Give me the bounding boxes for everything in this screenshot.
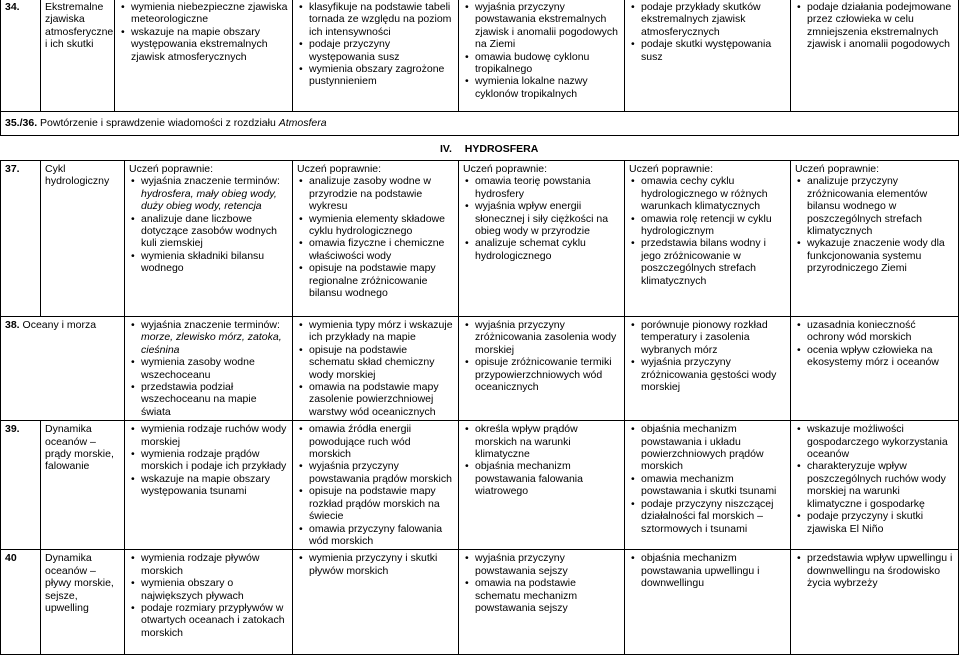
list-item: • analizuje zasoby wodne w przyrodzie na podstawie wykresu: [309, 175, 454, 212]
lesson-number: 35./36.: [5, 117, 38, 129]
lesson-number: 39.: [1, 421, 41, 550]
table-row-35: [1, 112, 959, 136]
list-item: • omawia cechy cyklu hydrologicznego w różnych warunkach klimatycznych: [641, 175, 786, 212]
list-item: • przedstawia wpływ upwellingu i downwellingu na środowisko życia wybrzeży: [807, 552, 954, 589]
table-row-37: [1, 161, 959, 317]
list-item: • przedstawia bilans wodny i jego zróżnicowanie w poszczególnych strefach klimatycznych: [641, 237, 786, 287]
list-item: • wymienia zasoby wodne wszechoceanu: [141, 356, 288, 381]
lesson-heading: 38. Oceany i morza: [1, 317, 125, 421]
list-item: • opisuje na podstawie mapy rozkład prądów morskich na świecie: [309, 485, 454, 522]
list-item: • ocenia wpływ człowieka na ekosystemy mórz i oceanów: [807, 344, 954, 369]
list-item: • omawia teorię powstania hydrosfery: [475, 175, 620, 200]
requirements-grade-6: [791, 0, 959, 112]
requirements-grade-2: [115, 0, 293, 112]
list-item: • omawia przyczyny falowania wód morskich: [309, 523, 454, 548]
uczen-label: Uczeń poprawnie:: [629, 163, 714, 175]
list-item: • wyjaśnia wpływ energii słonecznej i siły ciężkości na obieg wody w przyrodzie: [475, 200, 620, 237]
list-item: • omawia rolę retencji w cyklu hydrologicznym: [641, 213, 786, 238]
list-item: • podaje przykłady skutków ekstremalnych zjawisk atmosferycznych: [641, 1, 786, 38]
requirements-grade-5: [625, 421, 791, 550]
list-item: • wymienia obszary o największych pływach: [141, 577, 288, 602]
list-item: • wyjaśnia znaczenie terminów: morze, zlewisko mórz, zatoka, cieśnina: [141, 319, 288, 356]
review-chapter: Atmosfera: [278, 117, 327, 129]
list-item: • wyjaśnia przyczyny powstawania sejszy: [475, 552, 620, 577]
lesson-number: 34.: [1, 0, 41, 112]
requirements-grade-5: [625, 317, 791, 421]
list-item: • wyjaśnia przyczyny zróżnicowania gęstości wody morskiej: [641, 356, 786, 393]
list-item: • omawia na podstawie schematu mechanizm powstawania sejszy: [475, 577, 620, 614]
requirements-grade-3: [293, 421, 459, 550]
list-item: • analizuje przyczyny zróżnicowania elementów bilansu wodnego w poszczególnych strefach klimatycznych: [807, 175, 954, 237]
requirements-grade-6: [791, 161, 959, 317]
list-item: • wymienia przyczyny i skutki pływów morskich: [309, 552, 454, 577]
list-item: • wymienia składniki bilansu wodnego: [141, 250, 288, 275]
review-text: Powtórzenie i sprawdzenie wiadomości z rozdziału: [40, 117, 276, 129]
lesson-topic: Dynamika oceanów – pływy morskie, sejsze, upwelling: [41, 550, 125, 655]
list-item: • charakteryzuje wpływ poszczególnych ruchów wody morskiej na warunki klimatyczne i gospodarkę: [807, 460, 954, 510]
list-item: • klasyfikuje na podstawie tabeli tornada ze względu na poziom ich intensywności: [309, 1, 454, 38]
table-row-38: [1, 317, 959, 421]
list-item: • wymienia elementy składowe cyklu hydrologicznego: [309, 213, 454, 238]
list-item: • wykazuje znaczenie wody dla funkcjonowania systemu przyrodniczego Ziemi: [807, 237, 954, 274]
requirements-grade-4: [459, 317, 625, 421]
section-title: HYDROSFERA: [464, 143, 539, 155]
list-item: • określa wpływ prądów morskich na warunki klimatyczne: [475, 423, 620, 460]
list-item: • podaje działania podejmowane przez człowieka w celu zmniejszenia ekstremalnych zjawisk i anomalii pogodowych: [807, 1, 954, 51]
uczen-label: Uczeń poprawnie:: [297, 163, 382, 175]
list-item: • wskazuje na mapie obszary występowania ekstremalnych zjawisk atmosferycznych: [131, 26, 288, 63]
requirements-grade-2: [125, 161, 293, 317]
uczen-label: Uczeń poprawnie:: [129, 163, 214, 175]
lesson-number: 37.: [1, 161, 41, 317]
list-item: • podaje przyczyny występowania susz: [309, 38, 454, 63]
list-item: • wyjaśnia przyczyny powstawania prądów morskich: [309, 460, 454, 485]
list-item: • opisuje zróżnicowanie termiki przypowierzchniowych wód oceanicznych: [475, 356, 620, 393]
requirements-grade-2: [125, 421, 293, 550]
list-item: • podaje przyczyny niszczącej działalności fal morskich – sztormowych i tsunami: [641, 498, 786, 535]
list-item: • wymienia typy mórz i wskazuje ich przykłady na mapie: [309, 319, 454, 344]
top-table: [0, 0, 959, 136]
list-item: • przedstawia podział wszechoceanu na mapie świata: [141, 381, 288, 418]
requirements-grade-3: [293, 0, 459, 112]
lesson-topic: Ekstremalne zjawiska atmosferyczne i ich skutki: [41, 0, 115, 112]
list-item: • wyjaśnia znaczenie terminów: hydrosfera, mały obieg wody, duży obieg wody, retencja: [141, 175, 288, 212]
uczen-label: Uczeń poprawnie:: [463, 163, 548, 175]
requirements-grade-5: [625, 0, 791, 112]
list-item: • omawia źródła energii powodujące ruch wód morskich: [309, 423, 454, 460]
uczen-label: Uczeń poprawnie:: [795, 163, 880, 175]
lesson-number: 40: [1, 550, 41, 655]
requirements-grade-6: [791, 317, 959, 421]
list-item: • podaje przyczyny i skutki zjawiska El Niño: [807, 510, 954, 535]
requirements-grade-4: [459, 550, 625, 655]
list-item: • wyjaśnia przyczyny zróżnicowania zasolenia wody morskiej: [475, 319, 620, 356]
requirements-grade-4: [459, 421, 625, 550]
list-item: • podaje rozmiary przypływów w otwartych oceanach i zatokach morskich: [141, 602, 288, 639]
list-item: • wyjaśnia przyczyny powstawania ekstremalnych zjawisk i anomalii pogodowych na Ziemi: [475, 1, 620, 51]
requirements-grade-6: [791, 421, 959, 550]
list-item: • opisuje na podstawie mapy regionalne zróżnicowanie bilansu wodnego: [309, 262, 454, 299]
list-item: • opisuje na podstawie schematu skład chemiczny wody morskiej: [309, 344, 454, 381]
table-row-34: [1, 0, 959, 112]
list-item: • wskazuje na mapie obszary występowania tsunami: [141, 473, 288, 498]
list-item: • wskazuje możliwości gospodarczego wykorzystania oceanów: [807, 423, 954, 460]
list-item: • podaje skutki występowania susz: [641, 38, 786, 63]
review-lesson: [1, 112, 959, 136]
list-item: • omawia mechanizm powstawania i skutki tsunami: [641, 473, 786, 498]
requirements-grade-6: [791, 550, 959, 655]
hydrosfera-table: [0, 160, 959, 655]
requirements-grade-3: [293, 317, 459, 421]
list-item: • wymienia rodzaje pływów morskich: [141, 552, 288, 577]
requirements-grade-2: [125, 550, 293, 655]
requirements-grade-5: [625, 161, 791, 317]
list-item: • omawia budowę cyklonu tropikalnego: [475, 51, 620, 76]
list-item: • omawia na podstawie mapy zasolenie powierzchniowej warstwy wód oceanicznych: [309, 381, 454, 418]
list-item: • analizuje schemat cyklu hydrologicznego: [475, 237, 620, 262]
table-row-39: [1, 421, 959, 550]
list-item: • objaśnia mechanizm powstawania i układu powierzchniowych prądów morskich: [641, 423, 786, 473]
requirements-grade-2: [125, 317, 293, 421]
list-item: • wymienia obszary zagrożone pustynnieniem: [309, 63, 454, 88]
requirements-grade-3: [293, 550, 459, 655]
list-item: • wymienia rodzaje ruchów wody morskiej: [141, 423, 288, 448]
requirements-grade-3: [293, 161, 459, 317]
requirements-grade-4: [459, 0, 625, 112]
lesson-topic: Cykl hydrologiczny: [41, 161, 125, 317]
list-item: • porównuje pionowy rozkład temperatury i zasolenia wybranych mórz: [641, 319, 786, 356]
list-item: • omawia fizyczne i chemiczne właściwości wody: [309, 237, 454, 262]
lesson-topic: Dynamika oceanów – prądy morskie, falowanie: [41, 421, 125, 550]
list-item: • analizuje dane liczbowe dotyczące zasobów wodnych kuli ziemskiej: [141, 213, 288, 250]
requirements-grade-5: [625, 550, 791, 655]
list-item: • wymienia rodzaje prądów morskich i podaje ich przykłady: [141, 448, 288, 473]
list-item: • wymienia lokalne nazwy cyklonów tropikalnych: [475, 75, 620, 100]
list-item: • objaśnia mechanizm powstawania upwellingu i downwellingu: [641, 552, 786, 589]
section-roman: IV.: [440, 143, 452, 155]
table-row-40: [1, 550, 959, 655]
requirements-grade-4: [459, 161, 625, 317]
list-item: • wymienia niebezpieczne zjawiska meteorologiczne: [131, 1, 288, 26]
section-heading: [440, 143, 538, 155]
list-item: • objaśnia mechanizm powstawania falowania wiatrowego: [475, 460, 620, 497]
list-item: • uzasadnia konieczność ochrony wód morskich: [807, 319, 954, 344]
